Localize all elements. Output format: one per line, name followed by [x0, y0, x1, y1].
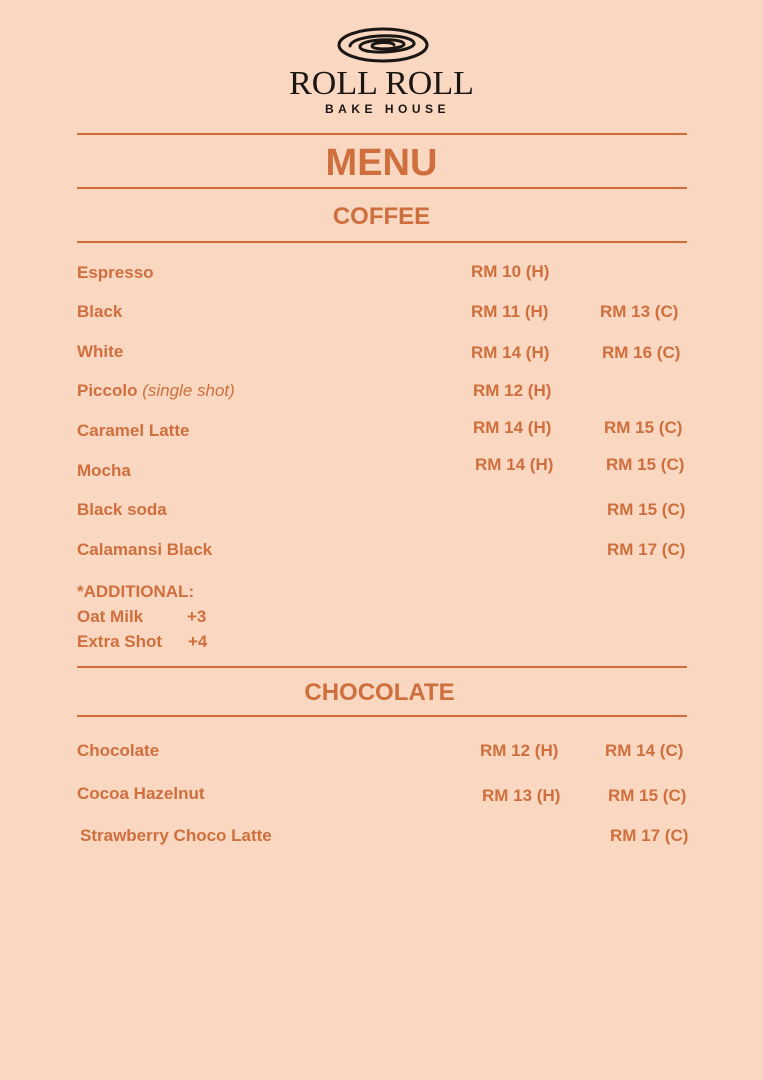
brand-name: ROLL ROLL [289, 65, 474, 102]
item-name: Calamansi Black [77, 540, 213, 559]
item-name: Mocha [77, 461, 131, 480]
brand-subtitle: BAKE HOUSE [324, 102, 450, 116]
item-price-hot: RM 12 (H) [473, 381, 552, 400]
item-price-cold: RM 15 (C) [604, 418, 683, 437]
item-price-hot: RM 13 (H) [482, 786, 561, 805]
item-price-cold: RM 13 (C) [600, 302, 679, 321]
divider [77, 241, 687, 243]
item-price-hot: RM 11 (H) [471, 302, 549, 321]
item-name: Strawberry Choco Latte [80, 826, 272, 845]
item-price-hot: RM 12 (H) [480, 741, 559, 760]
section-title-coffee: COFFEE [332, 203, 431, 230]
item-price-cold: RM 15 (C) [607, 500, 686, 519]
section-title-chocolate: CHOCOLATE [304, 679, 455, 706]
item-name: Chocolate [77, 741, 160, 760]
item-price-cold: RM 15 (C) [608, 786, 687, 805]
divider [77, 133, 687, 135]
item-price-cold: RM 17 (C) [607, 540, 686, 559]
item-name: Black [77, 302, 123, 321]
item-note: (single shot) [142, 381, 235, 400]
addon-name: Extra Shot [77, 632, 163, 651]
item-price-hot: RM 10 (H) [471, 262, 550, 281]
swirl-roll-icon [336, 26, 430, 64]
item-price-cold: RM 17 (C) [610, 826, 689, 845]
divider [77, 666, 687, 668]
addon-name: Oat Milk [77, 607, 144, 626]
item-price-cold: RM 14 (C) [605, 741, 684, 760]
item-name: Caramel Latte [77, 421, 190, 440]
item-name: Piccolo [77, 381, 138, 400]
item-price-cold: RM 16 (C) [602, 343, 681, 362]
item-name: Black soda [77, 500, 167, 519]
item-name-with-note [77, 381, 235, 401]
menu-title: MENU [325, 142, 438, 184]
divider [77, 715, 687, 717]
item-name: Cocoa Hazelnut [77, 784, 205, 803]
item-price-hot: RM 14 (H) [471, 343, 550, 362]
additional-label: *ADDITIONAL: [77, 582, 195, 601]
item-name: Espresso [77, 263, 154, 282]
addon-price: +4 [188, 632, 208, 651]
item-price-hot: RM 14 (H) [475, 455, 554, 474]
divider [77, 187, 687, 189]
item-price-hot: RM 14 (H) [473, 418, 552, 437]
item-price-cold: RM 15 (C) [606, 455, 685, 474]
addon-price: +3 [187, 607, 207, 626]
item-name: White [77, 342, 124, 361]
